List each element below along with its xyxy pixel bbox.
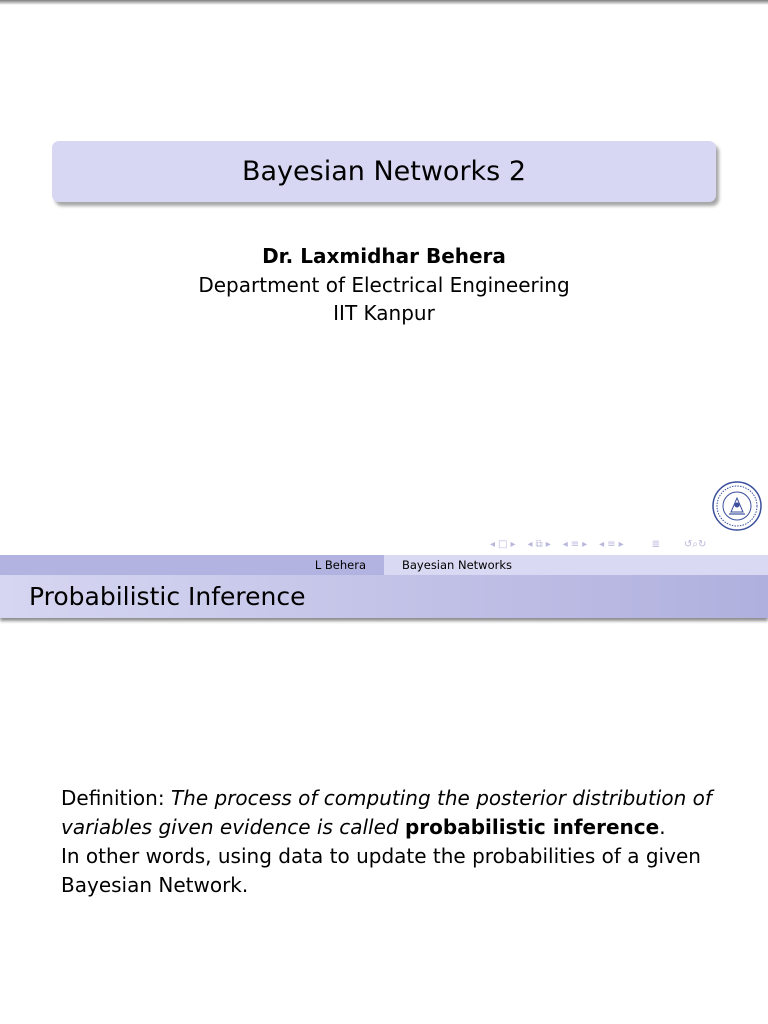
nav-part-prev-icon[interactable]: ◂ bbox=[599, 538, 605, 550]
slide-footer bbox=[0, 555, 768, 575]
nav-search-icon[interactable]: ↺⌕↻ bbox=[684, 538, 707, 550]
definition-bold-term: probabilistic inference bbox=[404, 815, 660, 839]
author-department: Department of Electrical Engineering bbox=[198, 272, 570, 297]
page-top-shadow bbox=[0, 0, 768, 5]
nav-part-next-icon[interactable]: ▸ bbox=[618, 538, 624, 550]
presentation-title: Bayesian Networks 2 bbox=[241, 156, 527, 187]
definition-period: . bbox=[659, 815, 666, 839]
footer-short-title: Bayesian Networks bbox=[384, 555, 768, 575]
nav-part-icon[interactable]: ≡ bbox=[607, 538, 616, 550]
frame-title-bar bbox=[0, 575, 768, 618]
definition-label: Definition: bbox=[61, 786, 171, 810]
author-block bbox=[0, 242, 768, 328]
institute-seal-icon bbox=[712, 481, 762, 531]
other-words-text: In other words, using data to update the probabilities of a given Bayesian Network. bbox=[61, 844, 701, 897]
nav-document-icon[interactable]: ≣ bbox=[651, 538, 661, 550]
nav-subsection-prev-icon[interactable]: ◂ bbox=[527, 538, 533, 550]
definition-italic-text: The process of computing the posterior distribution of variables given evidence is called bbox=[61, 786, 712, 839]
nav-section-next-icon[interactable]: ▸ bbox=[582, 538, 588, 550]
footer-author: L Behera bbox=[0, 555, 384, 575]
nav-section-prev-icon[interactable]: ◂ bbox=[562, 538, 568, 550]
nav-subsection-icon[interactable]: ⧉ bbox=[535, 538, 543, 550]
beamer-navigation-bar bbox=[490, 536, 762, 552]
presentation-title-box bbox=[52, 141, 716, 202]
nav-frame-prev-icon[interactable]: ◂ bbox=[490, 538, 496, 550]
nav-frame-next-icon[interactable]: ▸ bbox=[510, 538, 516, 550]
nav-subsection-next-icon[interactable]: ▸ bbox=[545, 538, 551, 550]
nav-frame-icon[interactable]: □ bbox=[498, 538, 508, 550]
nav-section-icon[interactable]: ≡ bbox=[570, 538, 580, 550]
author-name: Dr. Laxmidhar Behera bbox=[262, 244, 506, 268]
author-institute: IIT Kanpur bbox=[333, 301, 435, 325]
frame-title: Probabilistic Inference bbox=[29, 582, 306, 611]
definition-block bbox=[61, 784, 721, 900]
